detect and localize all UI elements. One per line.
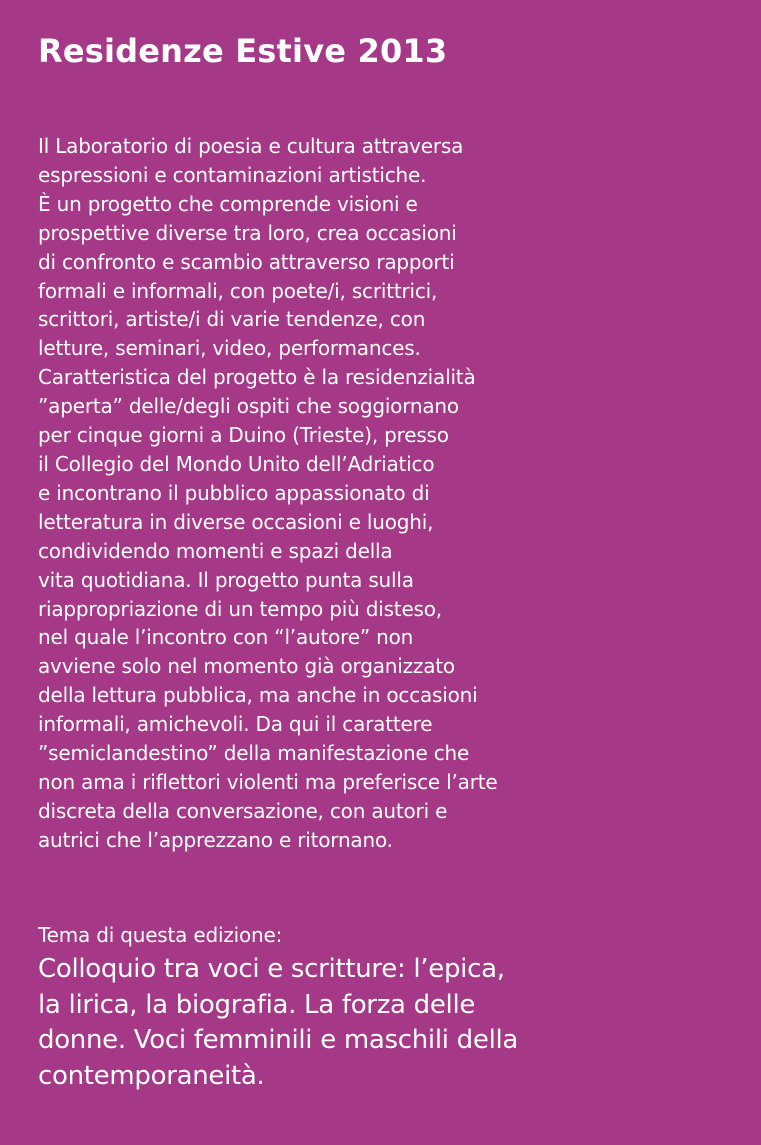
theme-label: Tema di questa edizione: [38, 923, 283, 947]
description-paragraph: Il Laboratorio di poesia e cultura attraversa espressioni e contaminazioni artistiche. È un progetto che comprende visioni e prospettive diverse tra loro, crea occasioni di confronto e scambio attraverso rapporti formali e informali, con poete/i, scrittrici, scrittori, artiste/i di varie tendenze, con letture, seminari, video, performances. Caratteristica del progetto è la residenzialità ”aperta” delle/degli ospiti che soggiornano per cinque giorni a Duino (Trieste), presso il Collegio del Mondo Unito dell’Adriatico e incontrano il pubblico appassionato di letteratura in diverse occasioni e luoghi, condividendo momenti e spazi della vita quotidiana. Il progetto punta sulla riappropriazione di un tempo più disteso, nel quale l’incontro con “l’autore” non avviene solo nel momento già organizzato della lettura pubblica, ma anche in occasioni informali, amichevoli. Da qui il carattere ”semiclandestino” della manifestazione che non ama i riflettori violenti ma preferisce l’arte discreta della conversazione, con autori e autrici che l’apprezzano e ritornano. [38, 134, 498, 852]
theme-text: Colloquio tra voci e scritture: l’epica, la lirica, la biografia. La forza delle donne. Voci femminili e maschili della contemporaneità. [38, 954, 519, 1091]
page-title: Residenze Estive 2013 [38, 32, 448, 70]
